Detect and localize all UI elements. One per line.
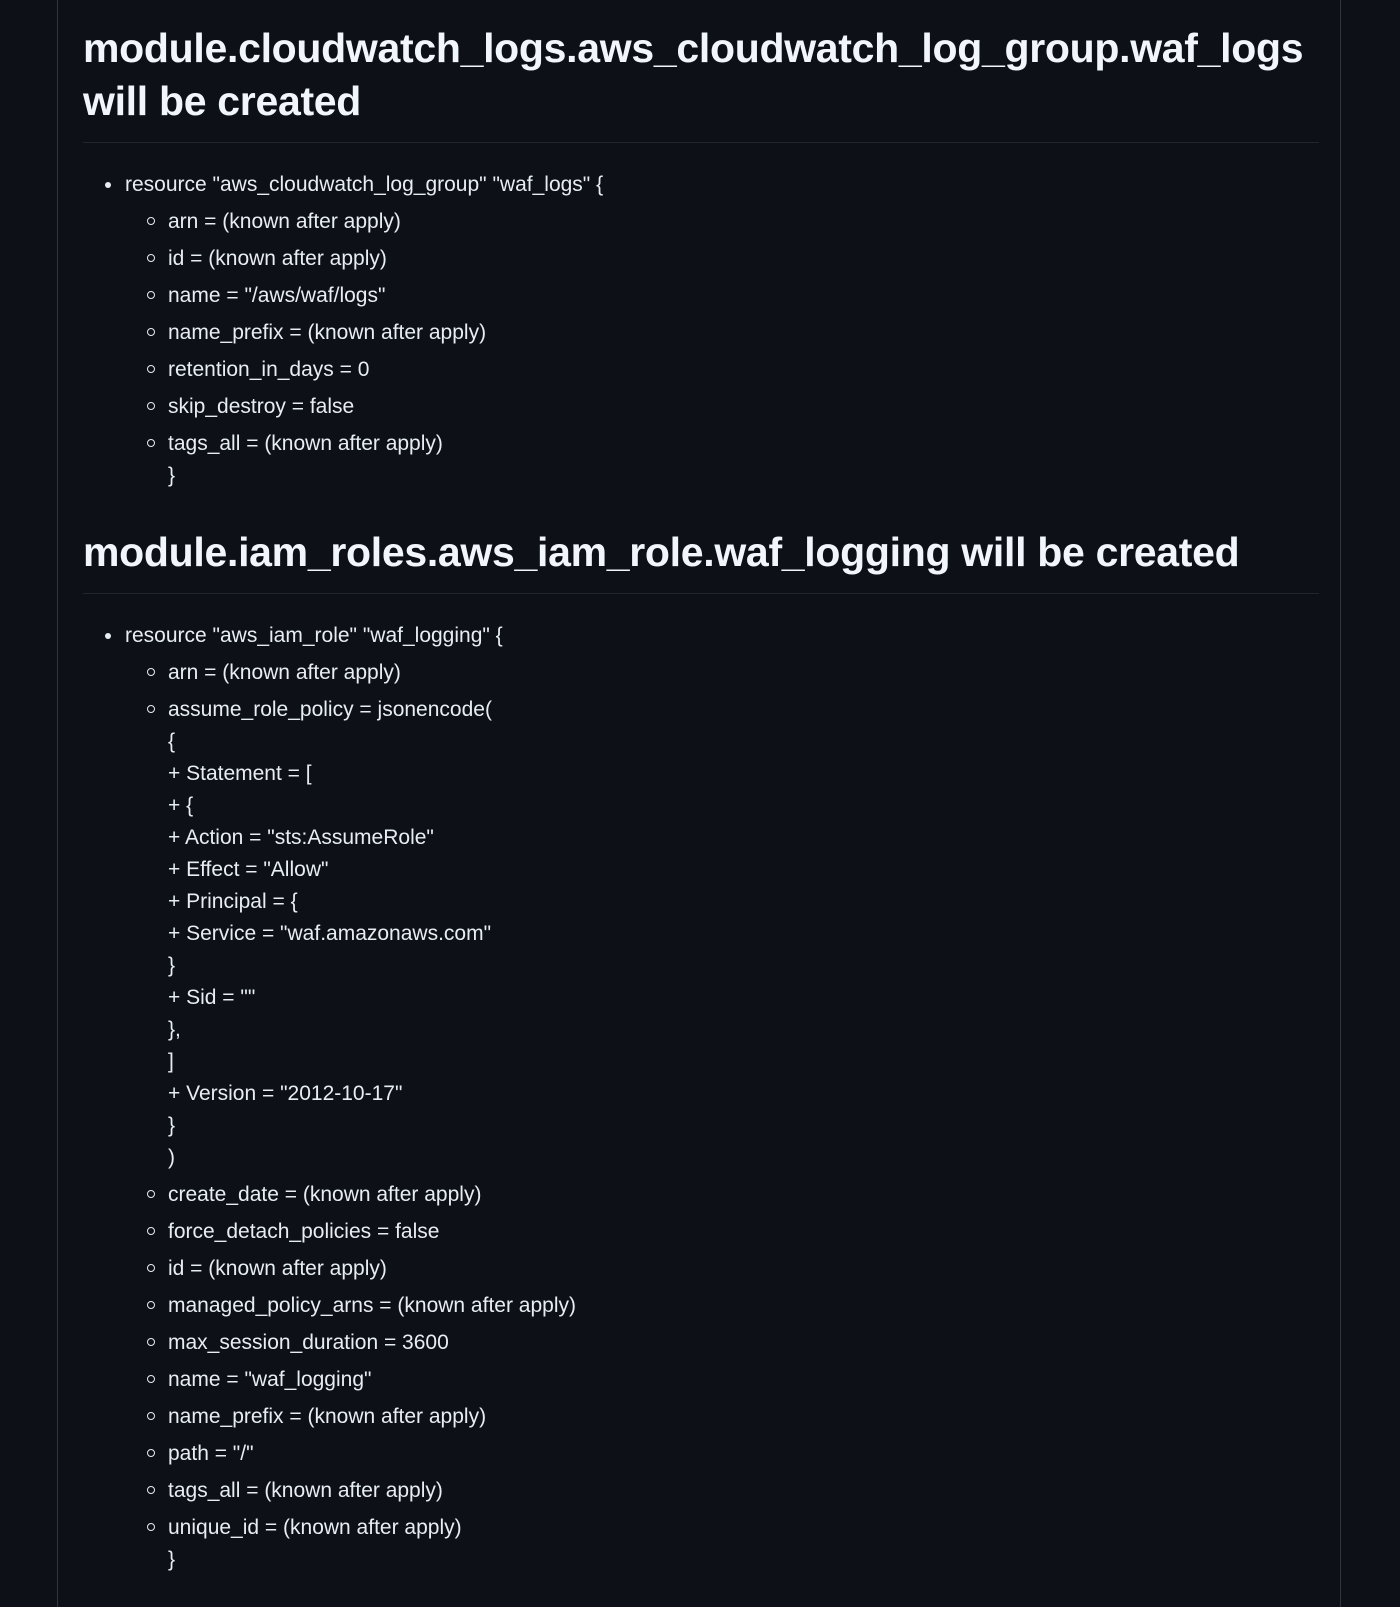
list-item [125,620,1319,1576]
attribute-retention: retention_in_days = 0 [168,358,370,381]
iam-resource-list [83,620,1319,1576]
bullet-icon [105,633,111,639]
list-item [168,391,1319,423]
heading-cloudwatch-line1: module.cloudwatch_logs.aws_cloudwatch_log_group.waf_logs [83,25,1304,71]
attribute-skip-destroy: skip_destroy = false [168,395,355,418]
policy-line: + Service = "waf.amazonaws.com" [168,922,492,945]
list-item [168,280,1319,312]
circle-bullet-icon [147,1486,155,1494]
attribute-name-prefix: name_prefix = (known after apply) [168,321,487,344]
circle-bullet-icon [147,254,155,262]
resource-closing-brace: } [168,464,176,487]
circle-bullet-icon [147,668,155,676]
attribute-path: path = "/" [168,1442,254,1465]
list-item [168,1179,1319,1211]
circle-bullet-icon [147,1190,155,1198]
policy-line: }, [168,1018,181,1041]
attribute-name-prefix: name_prefix = (known after apply) [168,1405,487,1428]
heading-cloudwatch-log-group [83,0,1319,143]
list-item [168,1216,1319,1248]
attribute-arn: arn = (known after apply) [168,661,401,684]
markdown-content [83,0,1319,1576]
circle-bullet-icon [147,1449,155,1457]
attribute-id: id = (known after apply) [168,1257,387,1280]
attribute-arn: arn = (known after apply) [168,210,401,233]
list-item [168,1512,1319,1576]
resource-declaration: resource "aws_cloudwatch_log_group" "waf_logs" { [125,173,604,196]
attribute-force-detach: force_detach_policies = false [168,1220,440,1243]
heading-cloudwatch-line2: will be created [83,78,362,124]
list-item [168,1253,1319,1285]
bullet-icon [105,182,111,188]
list-item [168,317,1319,349]
circle-bullet-icon [147,1375,155,1383]
attribute-tags-all: tags_all = (known after apply) [168,1479,443,1502]
policy-line: ] [168,1050,174,1073]
list-item [125,169,1319,492]
circle-bullet-icon [147,328,155,336]
attribute-create-date: create_date = (known after apply) [168,1183,482,1206]
content-panel [57,0,1341,1607]
resource-declaration: resource "aws_iam_role" "waf_logging" { [125,624,503,647]
list-item [168,1290,1319,1322]
attribute-list [125,206,1319,492]
list-item [168,1364,1319,1396]
policy-line: } [168,954,176,977]
section-spacer [83,492,1319,526]
list-item [168,428,1319,492]
circle-bullet-icon [147,1264,155,1272]
cloudwatch-resource-list [83,169,1319,492]
attribute-assume-role-policy: assume_role_policy = jsonencode( [168,698,492,721]
list-item [168,206,1319,238]
list-item [168,243,1319,275]
attribute-max-session: max_session_duration = 3600 [168,1331,449,1354]
policy-line: + { [168,794,194,817]
list-item [168,657,1319,689]
circle-bullet-icon [147,1227,155,1235]
list-item [168,1438,1319,1470]
list-item [168,1401,1319,1433]
circle-bullet-icon [147,439,155,447]
circle-bullet-icon [147,291,155,299]
attribute-name: name = "waf_logging" [168,1368,372,1391]
list-item [168,354,1319,386]
policy-line: ) [168,1146,175,1169]
resource-closing-brace: } [168,1548,176,1571]
list-item [168,694,1319,1174]
attribute-managed-policy-arns: managed_policy_arns = (known after apply) [168,1294,576,1317]
policy-line: + Principal = { [168,890,298,913]
attribute-name: name = "/aws/waf/logs" [168,284,386,307]
policy-line: } [168,1114,176,1137]
policy-line: + Action = "sts:AssumeRole" [168,826,434,849]
circle-bullet-icon [147,1523,155,1531]
attribute-id: id = (known after apply) [168,247,387,270]
circle-bullet-icon [147,217,155,225]
attribute-unique-id: unique_id = (known after apply) [168,1516,462,1539]
policy-line: + Version = "2012-10-17" [168,1082,403,1105]
circle-bullet-icon [147,402,155,410]
policy-line: + Sid = "" [168,986,256,1009]
circle-bullet-icon [147,1301,155,1309]
circle-bullet-icon [147,365,155,373]
attribute-tags-all: tags_all = (known after apply) [168,432,443,455]
list-item [168,1327,1319,1359]
circle-bullet-icon [147,1338,155,1346]
heading-iam-role: module.iam_roles.aws_iam_role.waf_logging will be created [83,526,1319,594]
list-item [168,1475,1319,1507]
policy-line: { [168,730,176,753]
policy-line: + Effect = "Allow" [168,858,329,881]
circle-bullet-icon [147,705,155,713]
circle-bullet-icon [147,1412,155,1420]
attribute-list [125,657,1319,1576]
policy-line: + Statement = [ [168,762,312,785]
